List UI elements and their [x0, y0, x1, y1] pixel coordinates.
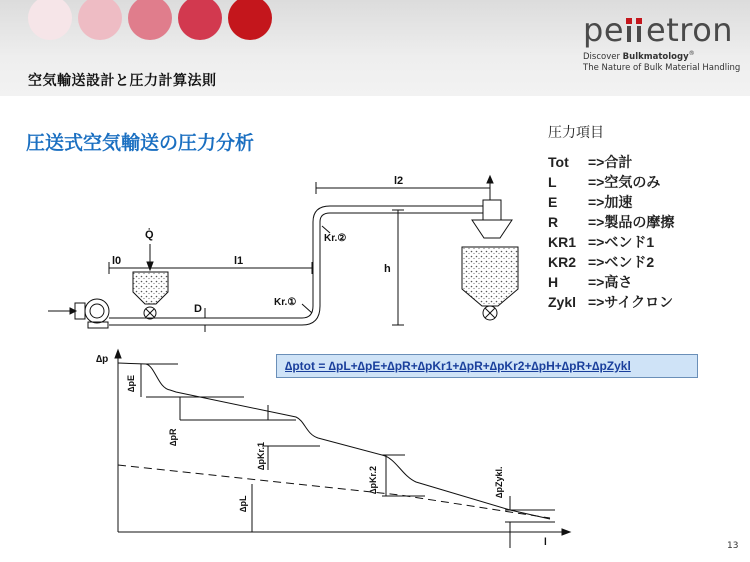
page-number: 13 — [727, 541, 739, 551]
legend-key: KR2 — [548, 254, 577, 270]
cyclone-top — [483, 200, 501, 220]
legend-key: L — [548, 174, 557, 190]
cyclone-body — [472, 220, 512, 238]
label-kr2: Kr.② — [324, 233, 347, 244]
brand-tagline-2: The Nature of Bulk Material Handling — [583, 62, 741, 73]
air-only-pressure-curve — [118, 465, 550, 518]
label-l0: l0 — [112, 255, 122, 267]
brand-name-part1: pe — [583, 11, 624, 49]
legend-key: R — [548, 214, 559, 230]
graph-y-label: ∆p — [96, 354, 109, 365]
feed-hopper — [133, 272, 168, 304]
bend-1-outer — [302, 222, 320, 325]
legend-heading: 圧力項目 — [548, 124, 604, 140]
total-pressure-curve — [118, 363, 550, 519]
header-title: 空気輸送設計と圧力計算法則 — [28, 73, 217, 89]
total-pressure-formula: ∆ptot = ∆pL+∆pE+∆pR+∆pKr1+∆pR+∆pKr2+∆pH+∆pR+∆pZykl — [276, 354, 698, 378]
legend-desc: =>加速 — [588, 194, 633, 210]
tagline-bold: Bulkmatology — [622, 51, 689, 62]
graph-x-label: l — [544, 537, 547, 548]
label-kr1: Kr.① — [274, 297, 297, 308]
main-title: 圧送式空気輸送の圧力分析 — [26, 132, 255, 154]
feed-arrowhead — [147, 262, 153, 270]
legend-desc: =>高さ — [588, 274, 633, 290]
label-dpKr2: ∆pKr.2 — [368, 465, 378, 494]
legend-desc: =>ベンド1 — [588, 234, 655, 250]
blower-hub — [90, 304, 104, 318]
receiving-silo — [462, 247, 518, 306]
legend-key: H — [548, 274, 559, 290]
label-d: D — [194, 303, 202, 315]
blower-icon — [85, 299, 109, 323]
kr2-leader — [322, 226, 330, 233]
legend-desc: =>ベンド2 — [588, 254, 655, 270]
kr1-leader — [302, 304, 312, 313]
cyclone-outlet-arrowhead — [487, 176, 493, 183]
bend-1-inner — [302, 222, 313, 318]
legend-desc: =>製品の摩擦 — [588, 214, 675, 230]
label-dpKr1: ∆pKr.1 — [256, 441, 266, 470]
y-axis-arrowhead — [115, 350, 121, 358]
bend-2-inner — [320, 213, 483, 222]
legend-key: KR1 — [548, 234, 577, 250]
label-h: h — [384, 263, 391, 275]
label-dpL: ∆pL — [238, 495, 248, 512]
tagline-reg: ® — [688, 50, 695, 57]
legend-key: Zykl — [548, 294, 577, 310]
legend-desc: =>空気のみ — [588, 174, 661, 190]
label-dpR: ∆pR — [168, 428, 178, 446]
x-axis-arrowhead — [562, 529, 570, 535]
label-l2: l2 — [394, 175, 404, 187]
label-dpZykl: ∆pZykl. — [494, 466, 504, 498]
brand-name-part2: etron — [646, 11, 734, 49]
tagline-prefix: Discover — [583, 51, 623, 62]
legend-key: E — [548, 194, 558, 210]
label-q-dot: Q̇ — [145, 229, 154, 241]
legend-desc: =>合計 — [588, 154, 633, 170]
label-l1: l1 — [234, 255, 244, 267]
legend-key: Tot — [548, 154, 569, 170]
label-dpE: ∆pE — [126, 374, 136, 392]
legend-desc: =>サイクロン — [588, 294, 674, 310]
